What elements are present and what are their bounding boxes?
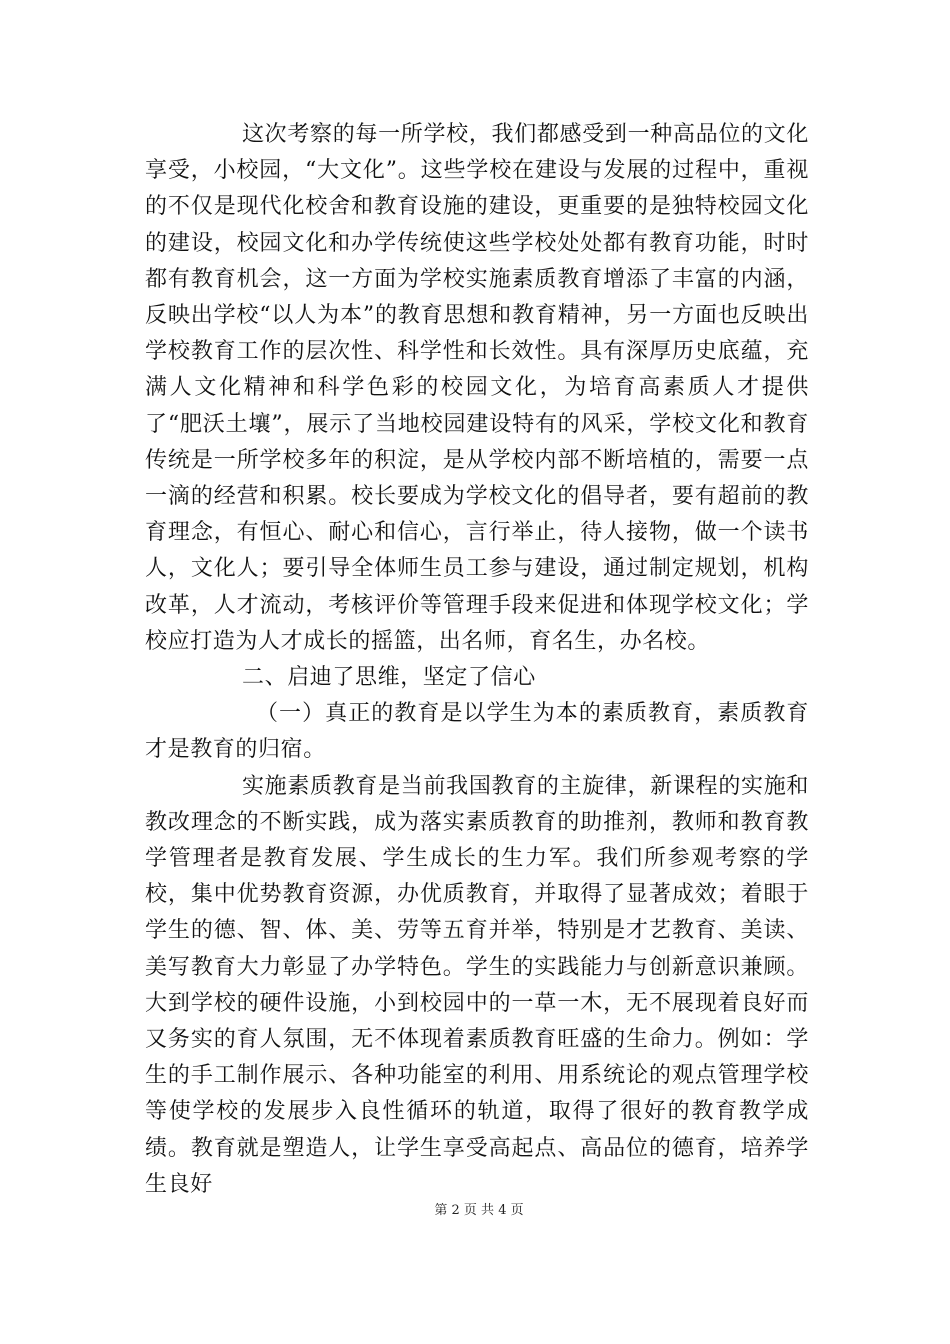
section-heading: 二、启迪了思维，坚定了信心 (242, 665, 536, 691)
paragraph-school-culture: 这次考察的每一所学校，我们都感受到一种高品位的文化享受，小校园，“大文化”。这些学校在建设与发展的过程中，重视的不仅是现代化校舍和教育设施的建设，更重要的是独特校园文化的建设，校园文化和办学传统使这些学校处处都有教育功能，时时都有教育机会，这一方面为学校实施素质教育增添了丰富的内涵，反映出学校“以人为本”的教育思想和教育精神，另一方面也反映出学校教育工作的层次性、科学性和长效性。具有深厚历史底蕴，充满人文化精神和科学色彩的校园文化，为培育高素质人才提供了“肥沃土壤”，展示了当地校园建设特有的风采，学校文化和教育传统是一所学校多年的积淀，是从学校内部不断培植的，需要一点一滴的经营和积累。校长要成为学校文化的倡导者，要有超前的教育理念，有恒心、耐心和信心，言行举止，待人接物，做一个读书人，文化人；要引导全体师生员工参与建设，通过制定规划，机构改革，人才流动，考核评价等管理手段来促进和体现学校文化；学校应打造为人才成长的摇篮，出名师，育名生，办名校。 (145, 122, 809, 654)
subsection-heading: （一）真正的教育是以学生为本的素质教育，素质教育才是教育的归宿。 (145, 701, 809, 763)
page-number-footer: 第 2 页 共 4 页 (434, 1203, 524, 1218)
document-body (145, 117, 809, 1203)
paragraph-quality-education: 实施素质教育是当前我国教育的主旋律，新课程的实施和教改理念的不断实践，成为落实素质教育的助推剂，教师和教育教学管理者是教育发展、学生成长的生力军。我们所参观考察的学校，集中优势教育资源，办优质教育，并取得了显著成效；着眼于学生的德、智、体、美、劳等五育并举，特别是才艺教育、美读、美写教育大力彰显了办学特色。学生的实践能力与创新意识兼顾。大到学校的硬件设施，小到校园中的一草一木，无不展现着良好而又务实的育人氛围，无不体现着素质教育旺盛的生命力。例如：学生的手工制作展示、各种功能室的利用、用系统论的观点管理学校等使学校的发展步入良性循环的轨道，取得了很好的教育教学成绩。教育就是塑造人，让学生享受高起点、高品位的德育，培养学生良好 (145, 773, 809, 1197)
